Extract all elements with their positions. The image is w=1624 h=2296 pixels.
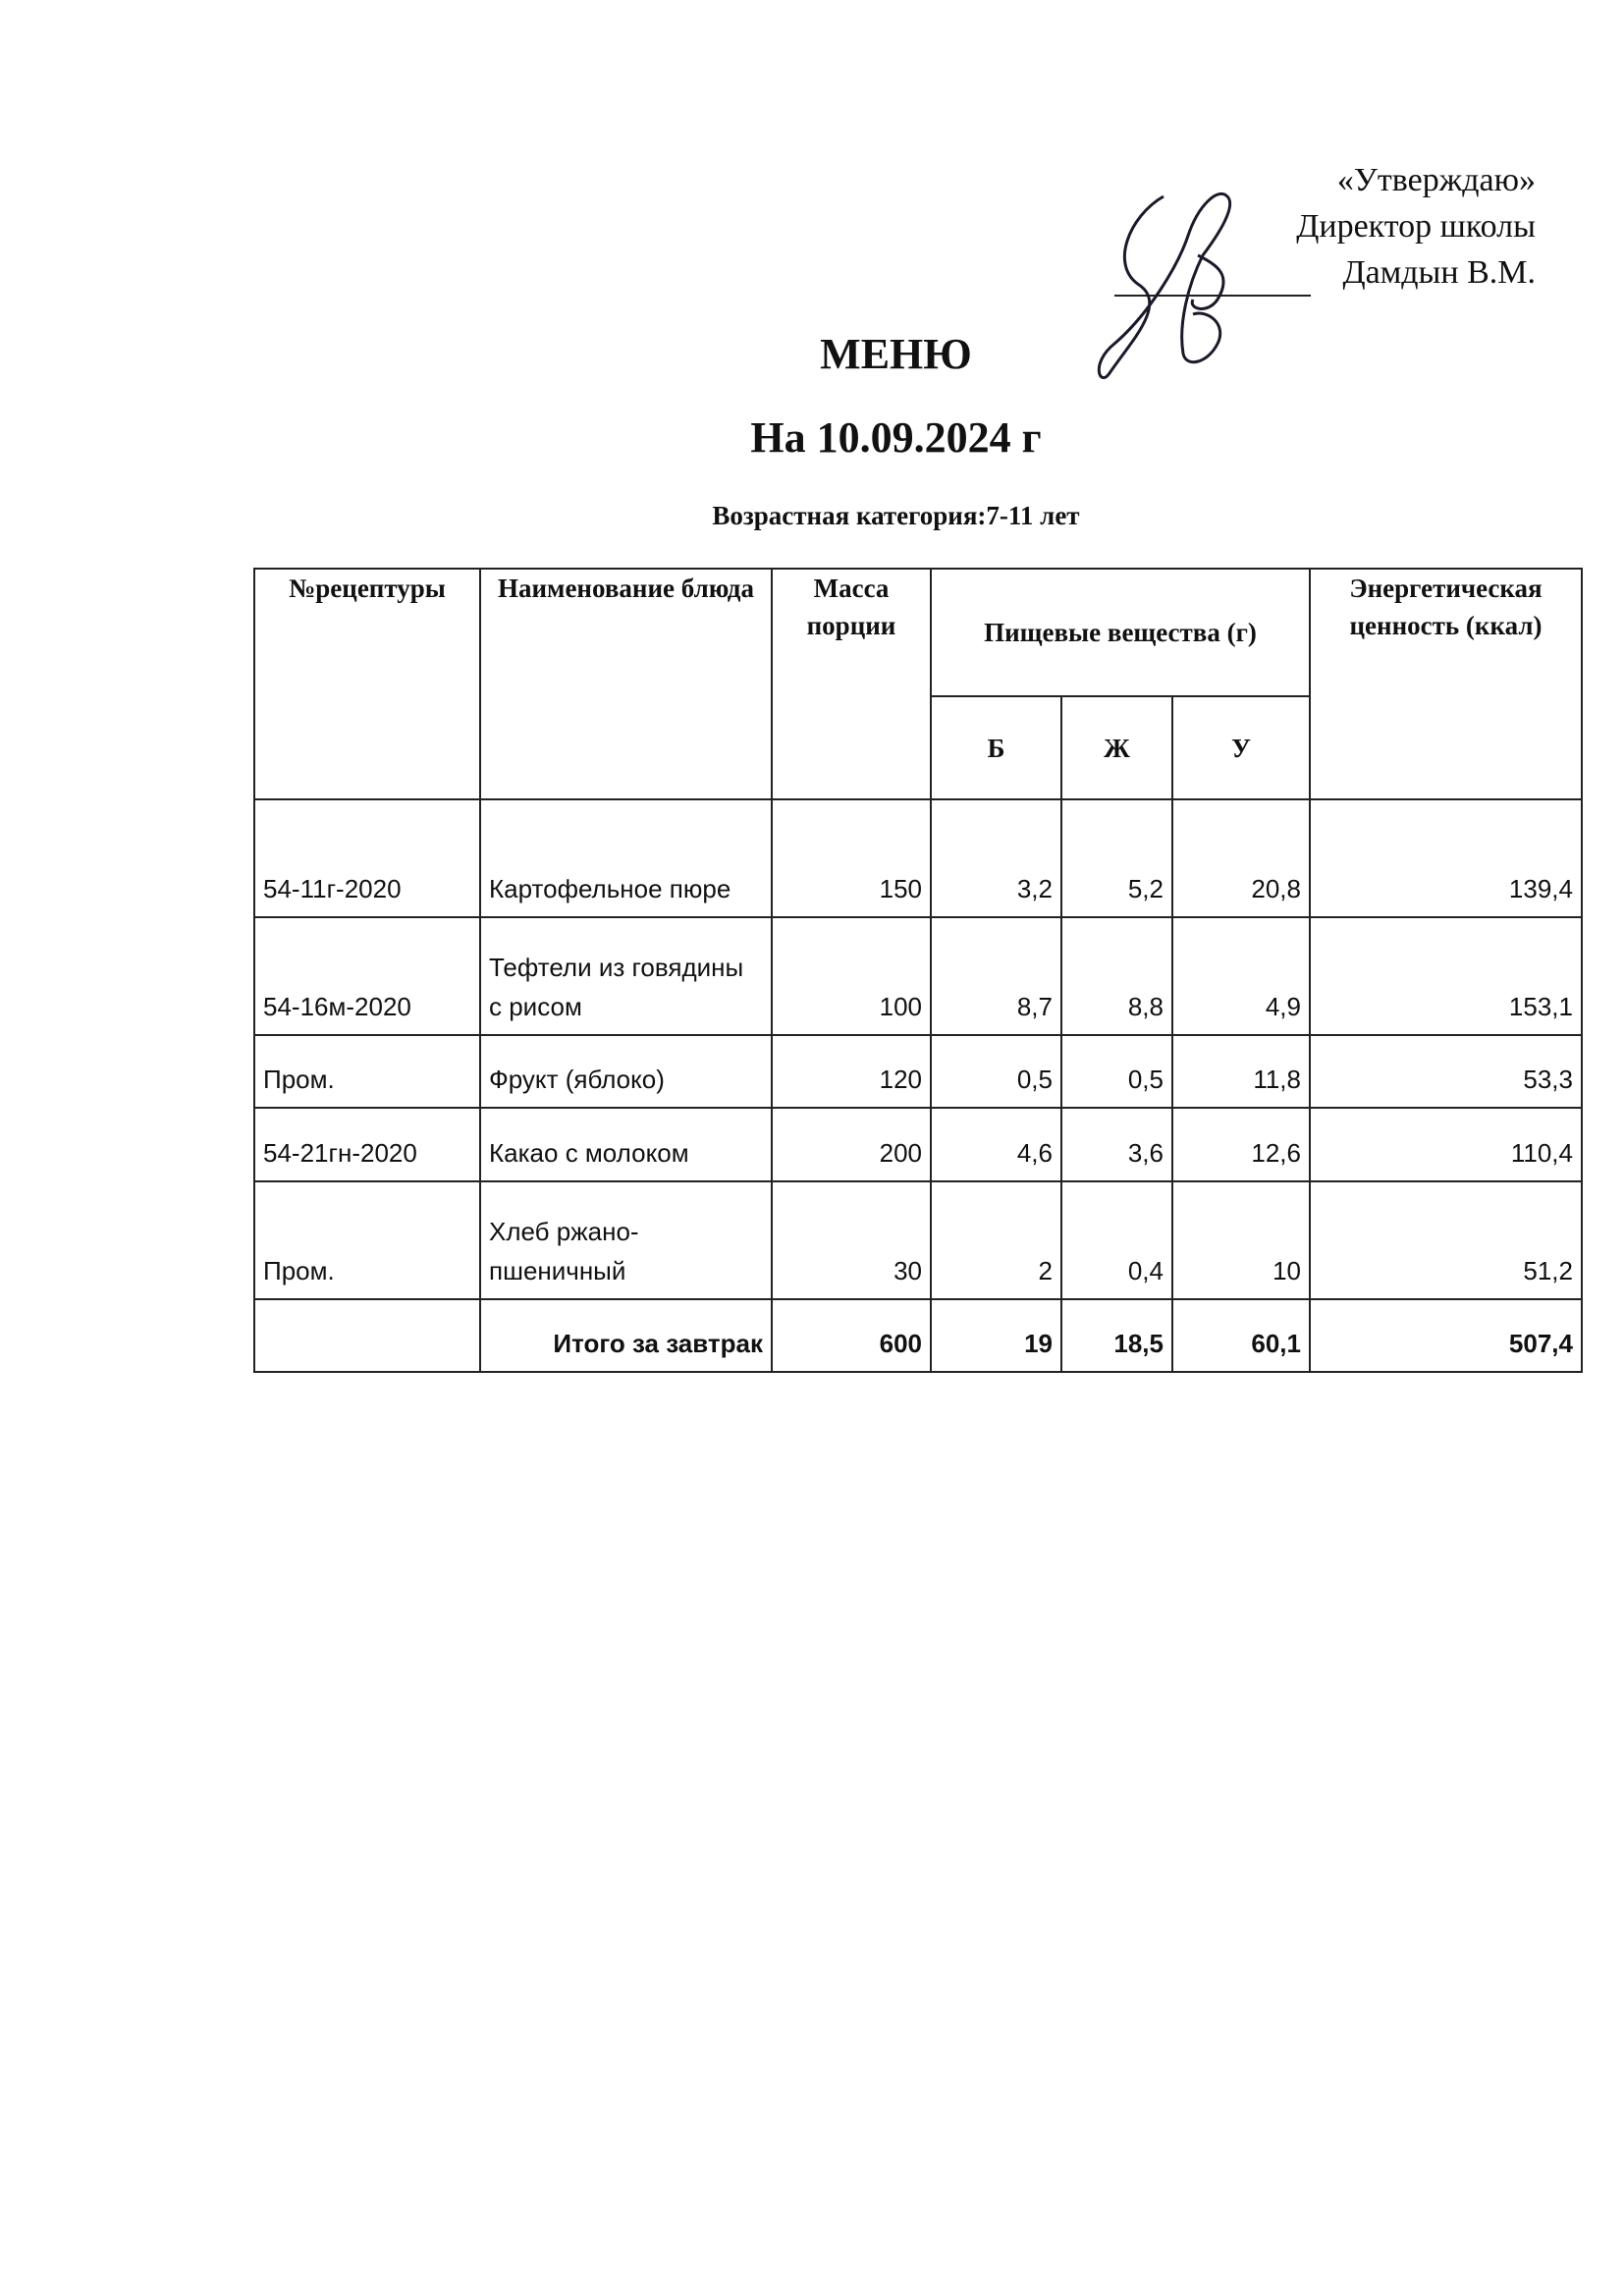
header-energy: Энергетическая ценность (ккал) — [1310, 569, 1582, 799]
total-row — [254, 1299, 1582, 1372]
approval-block — [1296, 157, 1536, 296]
cell-zh: 8,8 — [1061, 917, 1172, 1035]
cell-zh: 3,6 — [1061, 1108, 1172, 1181]
cell-u: 11,8 — [1172, 1035, 1310, 1108]
cell-mass: 100 — [772, 917, 931, 1035]
total-mass: 600 — [772, 1299, 931, 1372]
cell-b: 8,7 — [931, 917, 1061, 1035]
cell-dish: Картофельное пюре — [480, 799, 772, 917]
cell-mass: 150 — [772, 799, 931, 917]
age-category: Возрастная категория:7-11 лет — [712, 501, 1080, 530]
total-b: 19 — [931, 1299, 1061, 1372]
header-nutrients: Пищевые вещества (г) — [931, 569, 1310, 696]
table-row — [254, 917, 1582, 1035]
page-title: МЕНЮ — [820, 330, 972, 378]
cell-mass: 30 — [772, 1181, 931, 1299]
table-row — [254, 799, 1582, 917]
header-recipe-no: №рецептуры — [254, 569, 480, 799]
approval-person: Дамдын В.М. — [1342, 254, 1536, 291]
total-u: 60,1 — [1172, 1299, 1310, 1372]
cell-b: 0,5 — [931, 1035, 1061, 1108]
cell-recipe: Пром. — [254, 1181, 480, 1299]
cell-dish: Хлеб ржано-пшеничный — [480, 1181, 772, 1299]
cell-b: 3,2 — [931, 799, 1061, 917]
cell-u: 10 — [1172, 1181, 1310, 1299]
header-b: Б — [931, 696, 1061, 799]
header-zh: Ж — [1061, 696, 1172, 799]
header-portion-mass: Масса порции — [772, 569, 931, 799]
cell-recipe: 54-16м-2020 — [254, 917, 480, 1035]
approval-heading: «Утверждаю» — [1336, 162, 1536, 198]
menu-table — [253, 568, 1583, 1373]
cell-zh: 0,4 — [1061, 1181, 1172, 1299]
cell-kcal: 53,3 — [1310, 1035, 1582, 1108]
cell-zh: 5,2 — [1061, 799, 1172, 917]
cell-recipe: 54-21гн-2020 — [254, 1108, 480, 1181]
cell-empty — [254, 1299, 480, 1372]
cell-b: 4,6 — [931, 1108, 1061, 1181]
cell-zh: 0,5 — [1061, 1035, 1172, 1108]
cell-u: 20,8 — [1172, 799, 1310, 917]
cell-mass: 200 — [772, 1108, 931, 1181]
table-row — [254, 1108, 1582, 1181]
total-zh: 18,5 — [1061, 1299, 1172, 1372]
cell-recipe: 54-11г-2020 — [254, 799, 480, 917]
cell-mass: 120 — [772, 1035, 931, 1108]
table-row — [254, 1181, 1582, 1299]
cell-kcal: 51,2 — [1310, 1181, 1582, 1299]
cell-kcal: 139,4 — [1310, 799, 1582, 917]
cell-u: 12,6 — [1172, 1108, 1310, 1181]
cell-dish: Фрукт (яблоко) — [480, 1035, 772, 1108]
cell-dish: Тефтели из говядины с рисом — [480, 917, 772, 1035]
cell-recipe: Пром. — [254, 1035, 480, 1108]
header-dish-name: Наименование блюда — [480, 569, 772, 799]
menu-date: На 10.09.2024 г — [750, 413, 1042, 462]
header-u: У — [1172, 696, 1310, 799]
cell-u: 4,9 — [1172, 917, 1310, 1035]
approval-position: Директор школы — [1296, 208, 1536, 245]
cell-kcal: 153,1 — [1310, 917, 1582, 1035]
table-row — [254, 1035, 1582, 1108]
cell-kcal: 110,4 — [1310, 1108, 1582, 1181]
cell-dish: Какао с молоком — [480, 1108, 772, 1181]
total-label: Итого за завтрак — [480, 1299, 772, 1372]
cell-b: 2 — [931, 1181, 1061, 1299]
total-kcal: 507,4 — [1310, 1299, 1582, 1372]
